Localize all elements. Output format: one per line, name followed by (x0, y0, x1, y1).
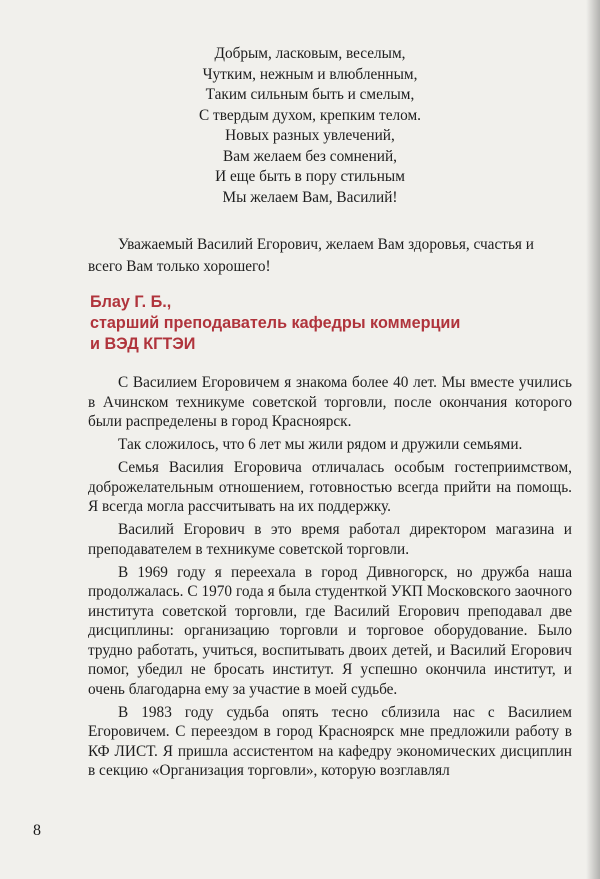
body-paragraph: С Василием Егоровичем я знакома более 40 лет. Мы вместе учились в Ачинском техникуме советской торговли, после окончания которого были распределены в город Красноярск. (88, 374, 572, 430)
page-number: 8 (33, 822, 41, 839)
author-heading (90, 292, 560, 355)
body-paragraph: В 1969 году я переехала в город Дивногорск, но дружба наша продолжалась. С 1970 года я была студенткой УКП Московского заочного института советской торговли, где Василий Егорович преподавал две дисциплины: организацию торговли и торговое оборудование. Было трудно работать, учиться, воспитывать двоих детей, и Василий Егорович помог, убедил не бросать институт. Я успешно окончила институт, и очень благодарна ему за участие в моей судьбе. (88, 563, 572, 698)
poem-line: Новых разных увлечений, (225, 127, 395, 144)
poem-line: Добрым, ласковым, веселым, (214, 45, 406, 62)
poem (120, 44, 500, 208)
author-name: Блау Г. Б., (90, 293, 172, 311)
poem-line: С твердым духом, крепким телом. (199, 106, 421, 124)
body-paragraph: Семья Василия Егоровича отличалась особым гостеприимством, доброжелательным отношением, готовностью всегда прийти на помощь. Я всегда могла рассчитывать на их поддержку. (88, 459, 572, 515)
page-edge-shadow (586, 0, 600, 879)
poem-line: Таким сильным быть и смелым, (205, 86, 415, 103)
wish-paragraph: Уважаемый Василий Егорович, желаем Вам здоровья, счастья и всего Вам только хорошего! (88, 236, 534, 275)
poem-line: Мы желаем Вам, Василий! (222, 188, 398, 206)
body-paragraph: Василий Егорович в это время работал директором магазина и преподавателем в техникуме советской торговли. (88, 521, 572, 558)
author-affiliation: и ВЭД КГТЭИ (90, 335, 196, 353)
author-position: старший преподаватель кафедры коммерции (90, 314, 461, 332)
body-paragraph: Так сложилось, что 6 лет мы жили рядом и дружили семьями. (118, 436, 523, 453)
body-text (88, 373, 572, 784)
poem-line: И еще быть в пору стильным (215, 168, 405, 185)
poem-line: Чутким, нежным и влюбленным, (202, 65, 418, 83)
poem-line: Вам желаем без сомнений, (223, 147, 397, 165)
body-paragraph: В 1983 году судьба опять тесно сблизила нас с Василием Егоровичем. С переездом в город Красноярск мне предложили работу в КФ ЛИСТ. Я пришла ассистентом на кафедру экономических дисциплин в секцию «Организация торговли», которую возглавлял (88, 703, 572, 779)
